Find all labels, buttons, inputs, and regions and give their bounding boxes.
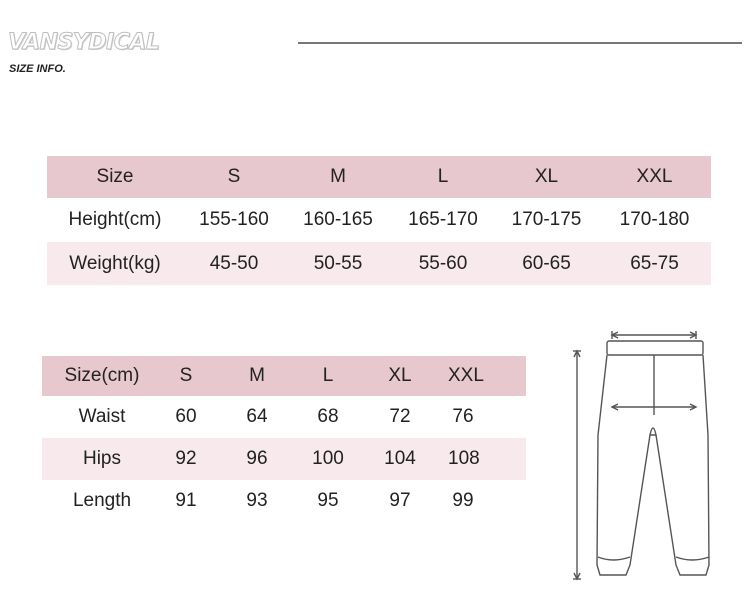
waistband-icon bbox=[607, 341, 703, 355]
table-cell: 170-175 bbox=[511, 209, 582, 230]
header-cell: Size bbox=[96, 166, 134, 187]
table-cell: 100 bbox=[312, 448, 344, 469]
table-cell: 170-180 bbox=[619, 209, 690, 230]
header-cell: XL bbox=[534, 166, 559, 187]
measurement-table bbox=[42, 356, 526, 522]
table-cell: 96 bbox=[246, 448, 268, 469]
size-info-subtitle: SIZE INFO. bbox=[9, 63, 66, 75]
table-cell: 160-165 bbox=[303, 209, 373, 230]
table-cell: 95 bbox=[317, 490, 339, 511]
row-label: Hips bbox=[82, 448, 121, 469]
table-cell: 60 bbox=[175, 406, 197, 427]
table-cell: 97 bbox=[389, 490, 411, 511]
table-cell: 108 bbox=[448, 448, 480, 469]
table-cell: 72 bbox=[389, 406, 411, 427]
table-row bbox=[42, 480, 526, 522]
row-label: Weight(kg) bbox=[69, 252, 161, 274]
table-row bbox=[42, 438, 526, 480]
table-cell: 91 bbox=[175, 490, 197, 511]
header-cell: XXL bbox=[448, 365, 484, 386]
table-cell: 68 bbox=[317, 406, 339, 427]
table-cell: 92 bbox=[175, 448, 197, 469]
table-row bbox=[47, 198, 711, 242]
table-header-row bbox=[47, 156, 711, 198]
table-cell: 93 bbox=[246, 490, 268, 511]
table-row bbox=[47, 242, 711, 285]
header-cell: M bbox=[249, 365, 265, 386]
table-cell: 65-75 bbox=[630, 252, 679, 274]
header-cell: Size(cm) bbox=[64, 365, 140, 386]
row-label: Length bbox=[72, 490, 132, 511]
table-cell: 64 bbox=[246, 406, 268, 427]
table-cell: 165-170 bbox=[408, 209, 478, 230]
table-cell: 60-65 bbox=[522, 252, 571, 274]
header-cell: XXL bbox=[636, 166, 673, 187]
header-divider bbox=[298, 42, 742, 44]
row-label: Height(cm) bbox=[68, 209, 162, 230]
table-cell: 55-60 bbox=[418, 252, 468, 274]
table-cell: 155-160 bbox=[199, 209, 269, 230]
header-cell: XL bbox=[388, 365, 412, 386]
height-weight-table bbox=[47, 156, 711, 285]
table-cell: 76 bbox=[452, 406, 474, 427]
table-header-row bbox=[42, 356, 526, 396]
table-cell: 99 bbox=[452, 490, 474, 511]
header-cell: M bbox=[330, 166, 346, 187]
header-cell: L bbox=[437, 166, 449, 187]
header-cell: L bbox=[322, 365, 334, 386]
table-cell: 45-50 bbox=[209, 252, 259, 274]
header-cell: S bbox=[227, 166, 241, 187]
row-label: Waist bbox=[78, 406, 126, 427]
brand-logo: VANSYDICAL bbox=[8, 30, 160, 55]
table-cell: 50-55 bbox=[313, 252, 363, 274]
table-cell: 104 bbox=[384, 448, 416, 469]
header-cell: S bbox=[179, 365, 193, 386]
pants-measurement-icon bbox=[560, 325, 720, 600]
table-row bbox=[42, 396, 526, 438]
